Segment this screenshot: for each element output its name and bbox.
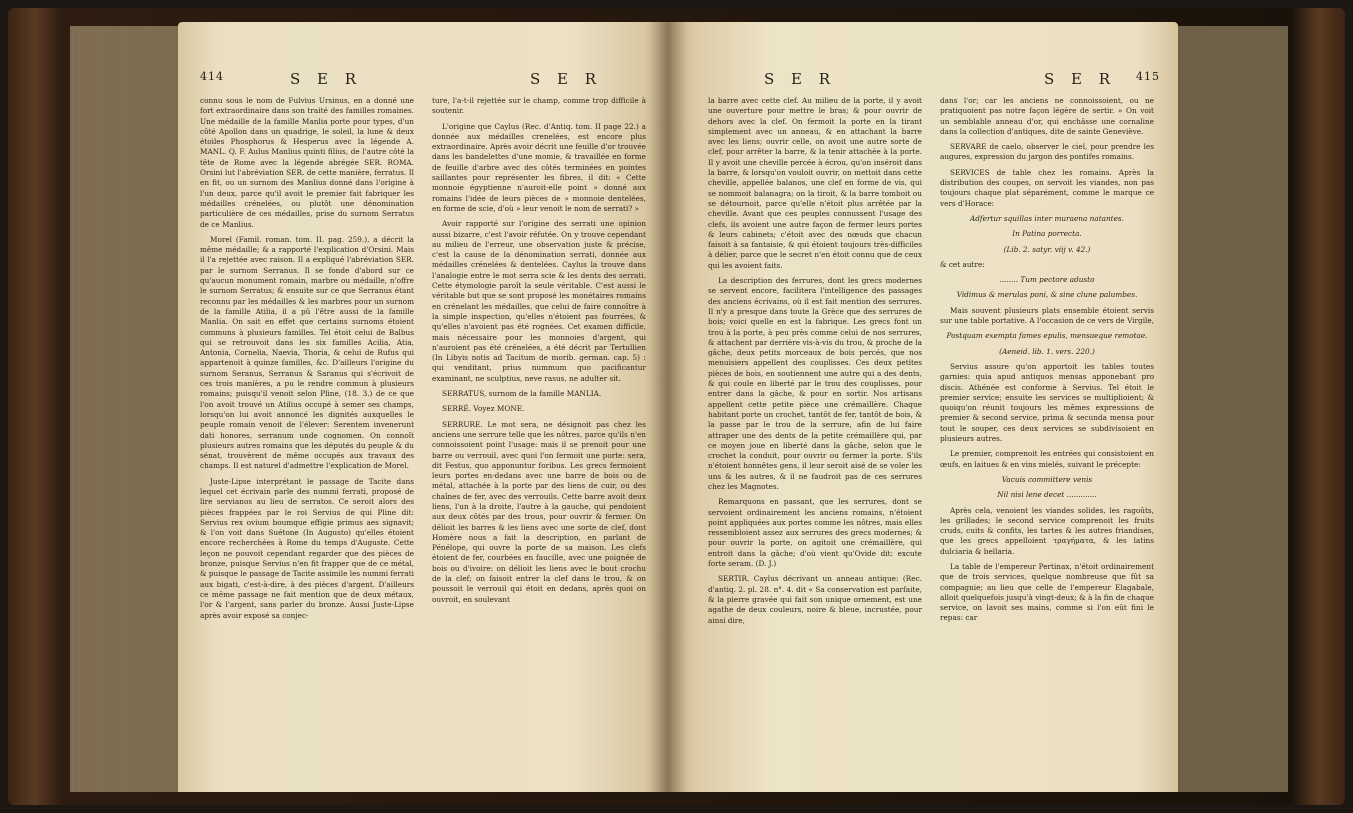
verse-line: Nil nisi lene decet ............. xyxy=(997,490,1097,500)
text-column-2 xyxy=(432,96,646,776)
paragraph: Avoir rapporté sur l'origine des serrati une opinion aussi bizarre, c'est l'avoir réfutée. On y trouve cependant au milieu de l'erreur, une observation juste & précise, c'est la cause de la dénomination serrati, donnée aux médailles crénelées & dentelées. Caylus la trouve dans l'analogie entre le mot serra scie & les dents des serrati. Cette étymologie paroît la seule véritable. C'est aussi le véritable but que se sont proposé les monétaires romains en crénelant les médailles, que celui de faire connoître à la simple inspection, qu'elles n'étoient pas fourrées, & qu'elles n'avoient pas été rognées. Cet examen difficile, mais nécessaire pour les monnoies d'argent, qui n'auroient pas été crénelées, a été décrit par Tertullien (In Libyis notis ad Tacitum de morib. german. cap. 5) : qui venditant, prius nummum quo pacificantur examinant, ne sculptius, neve rasus, ne adulter sit. xyxy=(432,219,646,383)
paragraph: Remarquons en passant, que les serrures, dont se servoient ordinairement les anciens romains, n'étoient point appliquées aux portes comme les nôtres, mais elles ressembloient assez aux serrures des grecs modernes; & pour ouvrir la porte, on agitoit une crémaillère, qui entroit dans la gâche; d'où vient qu'Ovide dit: excute forte seram. (D. J.) xyxy=(708,497,922,569)
book-gutter xyxy=(650,22,686,792)
entry-heading: SERRATUS, surnom de la famille MANLIA. xyxy=(442,389,602,399)
paragraph: Servius assure qu'on apportoit les tables toutes garnies: quia apud antiquos mensas apponebant pro discis. Athénée est conforme à Servius. Tel étoit le premier service; ensuite les services se multiplioient; & quoiqu'on réunit toujours les mêmes expressions de premier & second service, prima & secunda mensa pour tout le souper, ces deux services se subdivisoient en plusieurs autres. xyxy=(940,361,1154,444)
left-page-edges xyxy=(70,26,180,792)
paragraph: Morel (Famil. roman. tom. II. pag. 259.), a décrit la même médaille; & a rapporté l'explication d'Orsini. Mais il l'a rejettée avec raison. Il a expliqué l'abréviation SER. par le surnom Serranus. Il se fonde d'abord sur ce qu'aucun monument romain, marbre ou médaille, n'offre le surnom Serratus; & ensuite sur ce que Serranus étant reconnu par les médailles & les marbres pour un surnom de la famille Atilia, il a pû l'être aussi de la famille Manlia. On sait en effet que certains surnoms étoient communs à plusieurs familles. Tel étoit celui de Balbus qui se retrouvoit dans les six familles Acilia, Atia, Antonia, Cornelia, Naevia, Thoria, & celui de Rufus qui appartenoit à quinze familles, &c. D'ailleurs l'origine du surnom Seranus, Serranus & Saranus qui s'écrivoit de ces trois manières, a pu le rendre commun à plusieurs romains; puisqu'il venoit selon Pline, (18. 3.) de ce que l'on avoit trouvé un Atilius occupé à semer ses champs, lorsqu'on lui avoit annoncé les dignités auxquelles le peuple romain venoit de l'élever: Serentem invenerunt dati honores, serranum unde cognomen. On connoît plusieurs autres romains que les députés du peuple & du sénat, trouvèrent de même occupés aux travaux des champs. Il est naturel d'admettre l'explication de Morel. xyxy=(200,234,414,471)
paragraph: L'origine que Caylus (Rec. d'Antiq. tom. II page 22.) a donnée aux médailles crenelées, est encore plus extraordinaire. Après avoir décrit une feuille d'or trouvée dans les bandelettes d'une momie, & travaillée en forme de feuille d'arbre avec des côtés terminées en pointes saillantes pour représenter les fibres, il dit: « Cette monnoie égyptienne n'auroit-elle point » donné aux romains l'idée de leurs pièces de » monnoie dentelées, en forme de scie, d'où » leur venoit le nom de serrati? » xyxy=(432,121,646,213)
page-number: 415 xyxy=(1136,70,1160,83)
verse-line: Postquam exempta fames epulis, mensaeque remotae. xyxy=(946,331,1148,341)
paragraph: Après cela, venoient les viandes solides, les ragoûts, les grillades; le second service comprenoit les fruits cruds, cuits & confits, les tartes & les autres friandises, que les grecs appelloient τραγήματα, & les latins dulciaria & bellaria. xyxy=(940,505,1154,556)
running-head: S E R xyxy=(764,70,837,88)
running-head: S E R xyxy=(1044,70,1117,88)
verse-line: Vidimus & merulas poni, & sine clune palumbes. xyxy=(956,290,1138,300)
paragraph: la barre avec cette clef. Au milieu de la porte, il y avoit une ouverture pour mettre le bras; & pour ouvrir de dehors avec la clef. On fermoit la porte en la tirant simplement avec un anneau, & en attachant la barre avec les liens; ouvrir celle, on avoit une autre sorte de clef, pour arrêter la barre, & la tenir attachée à la porte. Il y avoit une cheville percée à écrou, qu'on inséroit dans la barre, & lorsqu'on vouloit ouvrir, on mettoit dans cette cheville, appellée balanos, une clef en forme de vis, qui se nommoit balanagra; on la tiroit, & la barre tomboit ou se détournoit, parce qu'elle n'étoit plus arrêtée par la cheville. Avant que ces peuples connussent l'usage des clefs, ils avoient une autre façon de fermer leurs portes & leurs cabinets; c'étoit avec des nœuds que chacun faisoit à sa fantaisie, & qui étoient toujours très-difficiles à délier, parce que le secret n'en étoit connu que de ceux qui les avoient faits. xyxy=(708,96,922,270)
paragraph: Mais souvent plusieurs plats ensemble étoient servis sur une table portative. A l'occasion de ce vers de Virgile, xyxy=(940,305,1154,326)
right-page xyxy=(668,22,1178,792)
paragraph: dans l'or; car les anciens ne connoissoient, ou ne pratiquoient pas notre façon légère de sertir. » On voit un semblable anneau d'or, qui enchâsse une cornaline dans la collection d'antiques, dite de sainte Geneviève. xyxy=(940,96,1154,136)
paragraph: La description des ferrures, dont les grecs modernes se servent encore, facilitera l'intelligence des passages des anciens écrivains, où il est fait mention des serrures. Il n'y a presque dans toute la Grèce que des serrures de bois; voici quelle en est la fabrique. Les grecs font un trou à la porte, à peu près comme celui de nos serrures, & attachent par derrière vis-à-vis du trou, & proche de la gâche, deux petits morceaux de bois percés, que nos menuisiers appellent des couplisses. Ces deux petites pièces de bois, en soutiennent une autre qui a des dents, & qui coule en liberté par le trou des couplisses, pour entrer dans la gâche, & pour en sortir. Nos artisans appellent cette petite pièce une crémaillère. Chaque habitant porte un crochet, tantôt de fer, tantôt de bois, & la passe par le trou de la serrure, afin de lui faire attraper une des dents de la petite crémaillère qui, par ce moyen joue en liberté dans la gâche, selon que le crochet la conduit, pour ouvrir ou fermer la porte. S'ils n'étoient honnêtes gens, il leur seroit aisé de se voler les uns & les autres, & il ne faudroit pas de ces serrures chez les Magnotes. xyxy=(708,276,922,491)
paragraph: connu sous le nom de Fulvius Ursinus, en a donné une fort extraordinaire dans son traité des familles romaines. Une médaille de la famille Manlia porte pour types, d'un côté Apollon dans un quadrige, le soleil, la lune & deux étoiles Phosphorus & Hesperus avec la légende A. MANL. Q. F. Aulus Manlius quinti filius, de l'autre côté la tête de Rome avec la légende abrégée SER. ROMA. Orsini lut l'abréviation SER. de cette manière, ferratus. Il en fit, ou un surnom des Manlius donné dans l'origine à l'un deux, parce qu'il avoit le premier fait fabriquer les médailles crénelées, ou plutôt une dénomination particulière de ces médailles, prise du surnom Serratus de ce Manlius. xyxy=(200,96,414,229)
left-page xyxy=(178,22,668,792)
right-page-edges xyxy=(1178,26,1288,792)
citation: (Lib. 2. satyr. viij v. 42.) xyxy=(1003,244,1091,254)
paragraph: La table de l'empereur Pertinax, n'étoit ordinairement que de trois services, quelque nombreuse que fût sa compagnie; au lieu que celle de l'empereur Elagabale, alloit quelquefois jusqu'à vingt-deux; & à la fin de chaque service, on lavoit ses mains, comme si l'on eût fini le repas: car xyxy=(940,561,1154,623)
verse-line: ........ Tum pectore adusto xyxy=(999,275,1095,285)
page-number: 414 xyxy=(200,70,224,83)
verse-line: Vacuis committere venis xyxy=(1001,474,1093,484)
verse-line: In Patina porrecta. xyxy=(1012,229,1082,239)
paragraph: SERTIR. Caylus décrivant un anneau antique: (Rec. d'antiq. 2. pl. 28. n°. 4. dit « Sa conservation est parfaite, & la pierre gravée qui fait son unique ornement, est une agathe de deux couleurs, noire & bleue, incrustée, pour ainsi dire, xyxy=(708,574,922,625)
paragraph: SERVICES de table chez les romains. Après la distribution des coupes, on servoit les viandes, non pas toujours chaque plat séparément, comme le marque ce vers d'Horace: xyxy=(940,167,1154,208)
verse-line: Adfertur squillas inter muraena natantes. xyxy=(969,213,1124,223)
paragraph: Juste-Lipse interprétant le passage de Tacite dans lequel cet écrivain parle des nummi ferrati, proposé de lire servianos au lieu de serratos. Ce seroit alors des pièces frappées par le roi Servius de qui Pline dit: Servius rex ovium boumque effigie primus aes signavit; & l'on voit dans Suétone (In Augusto) qu'elles étoient encore recherchées à Rome du temps d'Auguste. Cette leçon ne pouvoit cependant regarder que des pièces de bronze, puisque Servius n'en fit frapper que de ce métal, & puisque le passage de Tacite assimile les nummi ferrati aux bigati, c'est-à-dire, à des pièces d'argent. D'ailleurs ce même passage ne fait mention que de deux métaux, l'or & l'argent, sans parler du bronze. Aussi Juste-Lipse après avoir exposé sa conjec- xyxy=(200,476,414,620)
paragraph: SERVARE de caelo, observer le ciel, pour prendre les augures, expression du jargon des pontifes romains. xyxy=(940,142,1154,162)
paragraph: ture, l'a-t-il rejettée sur le champ, comme trop difficile à soutenir. xyxy=(432,96,646,116)
citation: (Aeneid. lib. 1. vers. 220.) xyxy=(999,346,1095,356)
text-column-1 xyxy=(200,96,414,776)
text-column-2 xyxy=(940,96,1154,776)
running-head: S E R xyxy=(530,70,603,88)
entry-heading: SERRÉ. Voyez MONE. xyxy=(442,404,525,414)
paragraph: Le premier, comprenoit les entrées qui consistoient en œufs, en laitues & en vins mielés, suivant le précepte: xyxy=(940,449,1154,469)
paragraph: SERRURE. Le mot sera, ne désignoit pas chez les anciens une serrure telle que les nôtres, parce qu'ils n'en connoissoient point l'usage: mais il se prenoit pour une barre ou verrouil, avec quoi l'on fermoit une porte: sera, dit Festus, quo apponuntur foribus. Les grecs fermoient leurs portes en-dedans avec une barre de bois ou de métal, attachée à la porte par des liens de cuir, ou des chaînes de fer, avec des verrouils. Cette barre avoit deux liens, l'un à la droite, l'autre à la gauche, qui pendoient aux deux côtés par des trous, pour ouvrir & fermer. On délioit les barres & les liens avec une sorte de clef, dont Homère nous a fait la description, en parlant de Pénélope, qui ouvre la porte de sa maison. Les clefs étoient de fer, courbées en faucille, avec une poignée de bois ou d'ivoire: on délioit les liens avec le bout crochu de la clef; on faisoit entrer la clef dans le trou, & on poussoit le verrouil qui étoit en dedans, après quoi on ouvroit, en soulevant xyxy=(432,419,646,604)
running-head: S E R xyxy=(290,70,363,88)
text-column-1 xyxy=(708,96,922,776)
paragraph: & cet autre: xyxy=(940,259,985,269)
